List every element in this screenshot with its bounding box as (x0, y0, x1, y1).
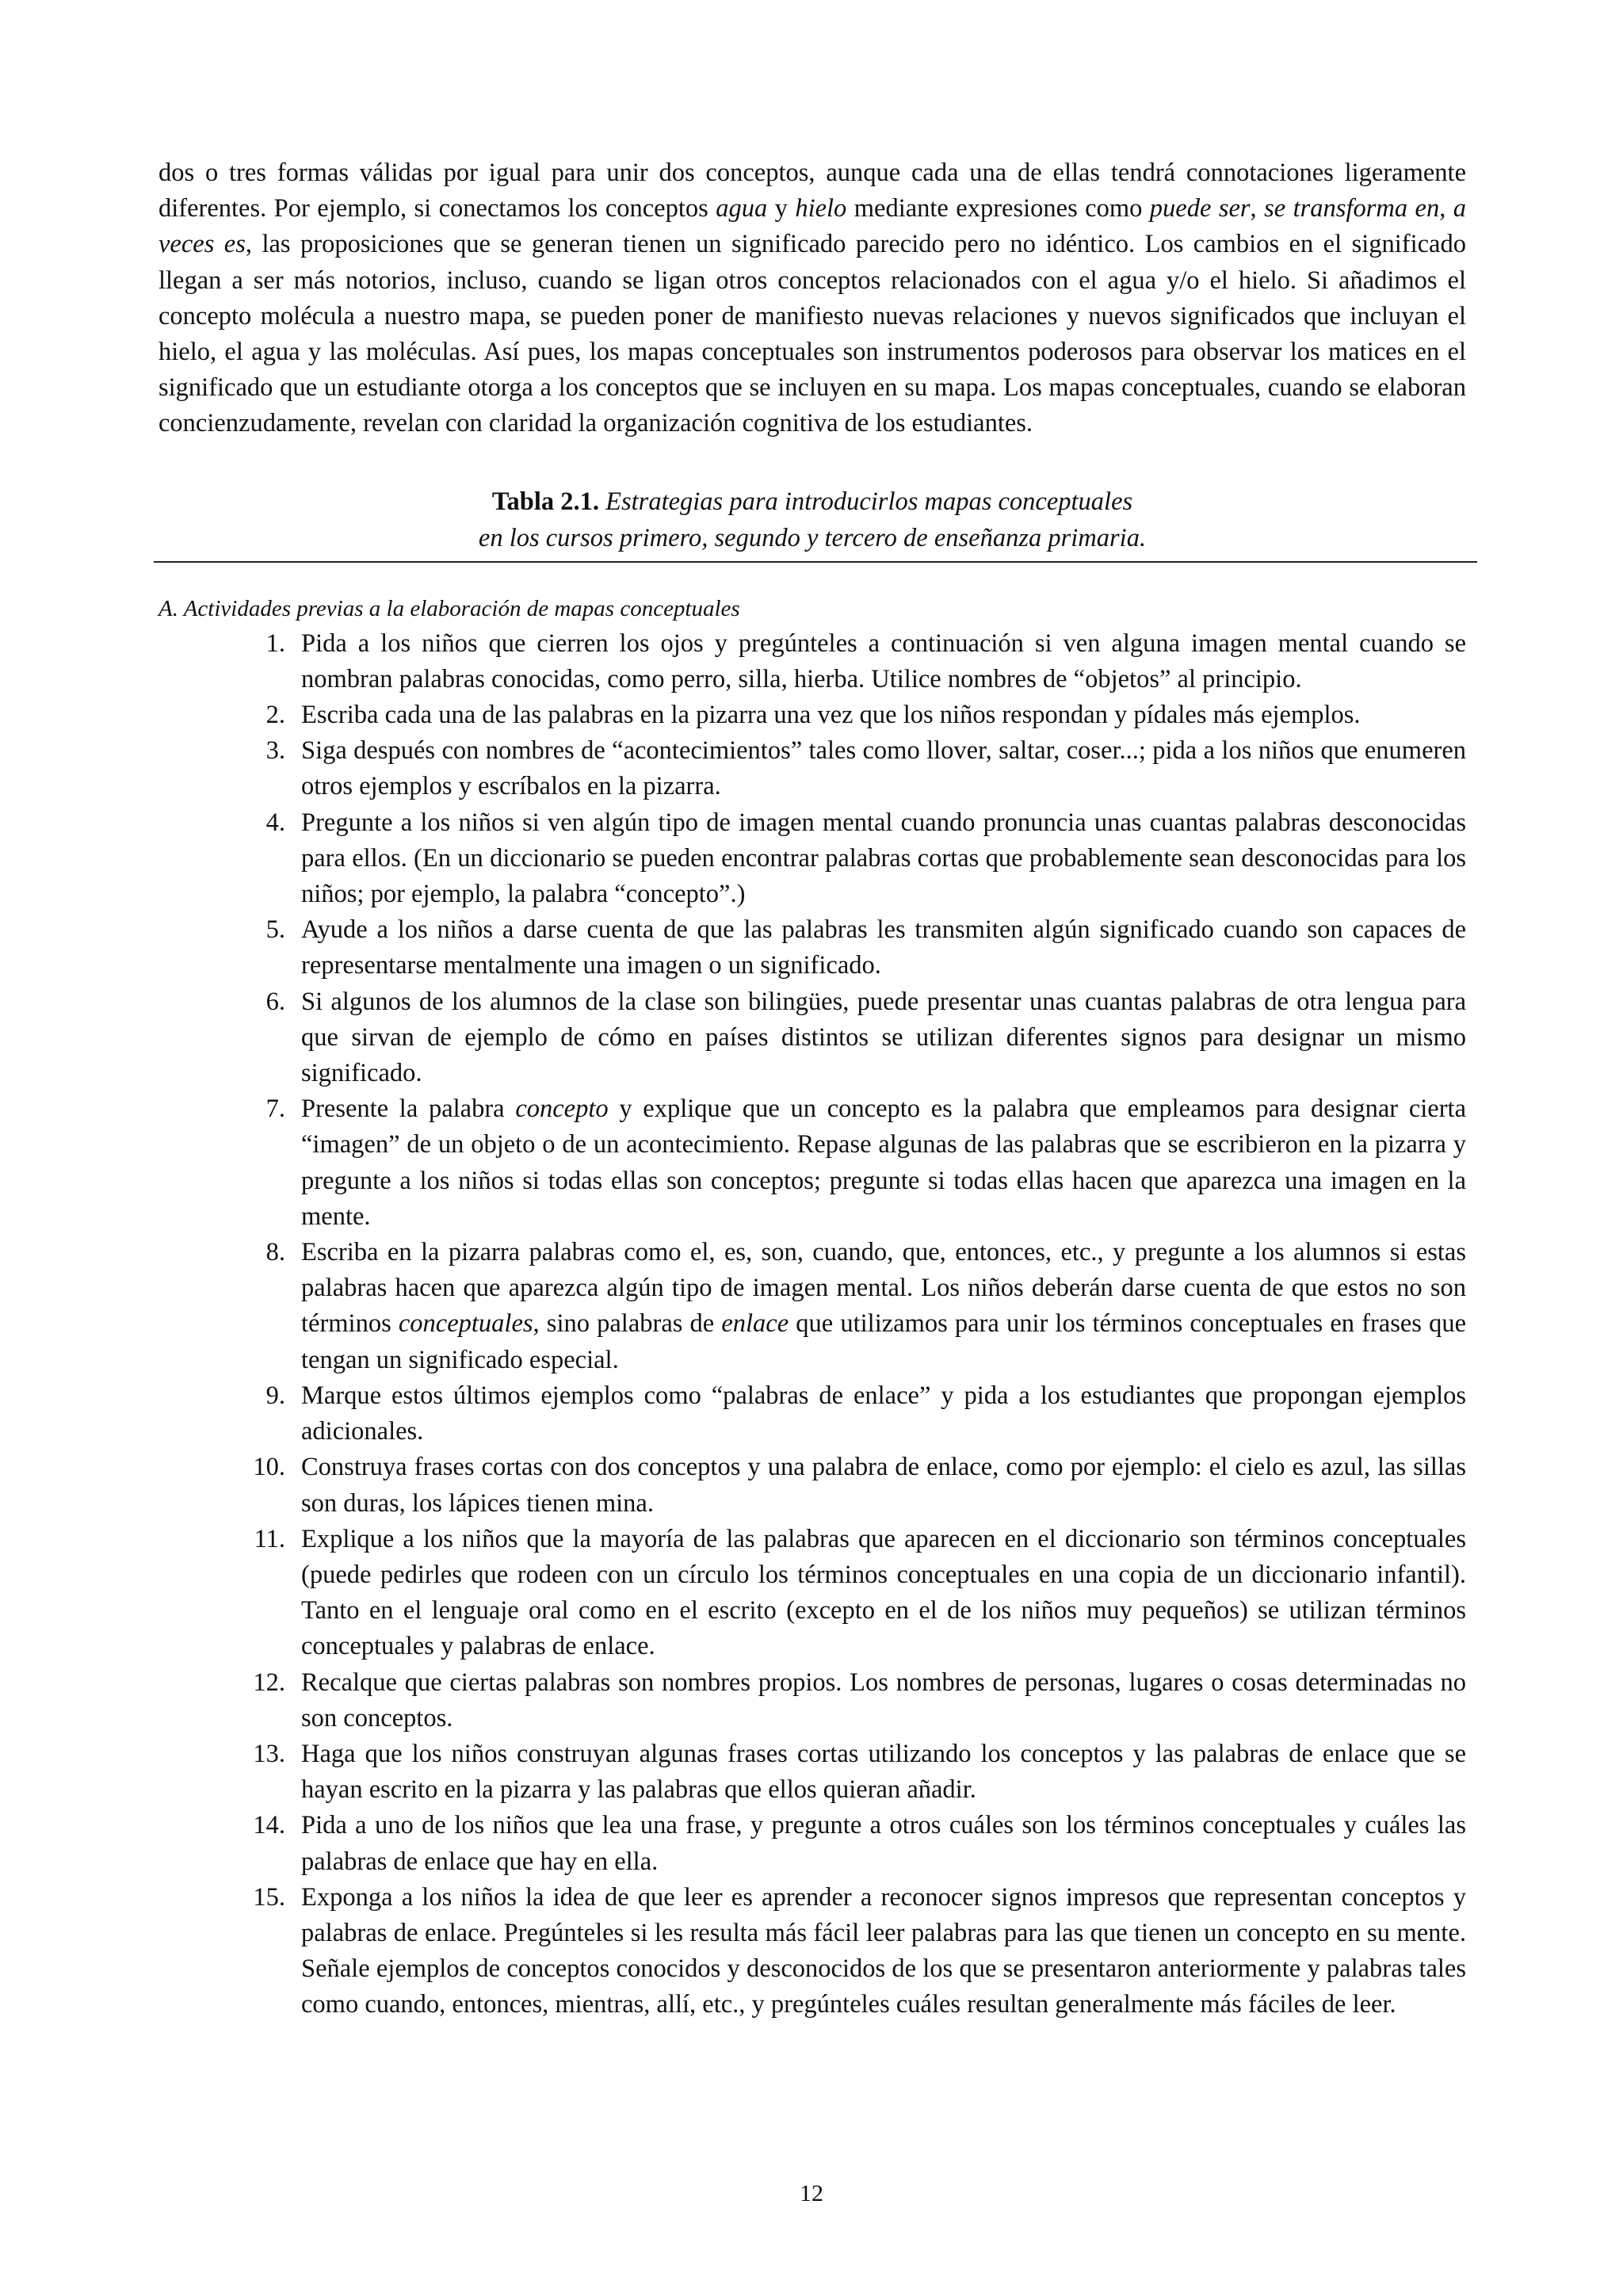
table-title (158, 483, 1466, 556)
item-text: Marque estos últimos ejemplos como “palabras de enlace” y pida a los estudiantes que propongan ejemplos adicionales. (301, 1381, 1466, 1446)
paragraph-italic: puede ser (1149, 194, 1251, 223)
table-title-line-1 (158, 483, 1466, 520)
paragraph-italic: a veces es (158, 194, 1467, 259)
item-text: Escriba cada una de las palabras en la pizarra una vez que los niños respondan y pídales más ejemplos. (301, 701, 1361, 730)
page-number: 12 (800, 2180, 823, 2206)
table-caption-2: en los cursos primero, segundo y tercero de enseñanza primaria. (478, 523, 1147, 552)
item-italic: enlace (721, 1309, 789, 1339)
list-item (158, 984, 1466, 1092)
item-italic: conceptuales (398, 1309, 533, 1339)
paragraph-text: mediante expresiones como (846, 194, 1150, 223)
list-item (158, 1522, 1466, 1665)
table-title-line-2 (158, 520, 1466, 556)
table-number: Tabla 2.1. (491, 487, 600, 516)
paragraph-text: , (1250, 194, 1265, 223)
list-item (158, 912, 1466, 984)
item-text: que utilizamos para unir los términos conceptuales en frases que tengan un significado especial. (301, 1309, 1466, 1374)
list-item (158, 1736, 1466, 1808)
list-item (158, 1450, 1466, 1521)
item-number: 2. (265, 701, 285, 730)
item-text: y explique que un concepto es la palabra que empleamos para designar cierta “imagen” de un objeto o de un acontecimiento. Repase algunas de las palabras que se escribieron en la pizarra y pregunte a los niños si todas ellas son conceptos; pregunte si todas ellas hacen que aparezca una imagen en la mente. (301, 1095, 1466, 1231)
page-content (158, 155, 1466, 2023)
list-item (158, 1880, 1466, 2023)
item-text: Haga que los niños construyan algunas frases cortas utilizando los conceptos y las palabras de enlace que se hayan escrito en la pizarra y las palabras que ellos quieran añadir. (301, 1739, 1466, 1805)
item-number: 13. (253, 1739, 285, 1768)
table-caption-1: Estrategias para introducirlos mapas conceptuales (599, 487, 1133, 516)
item-number: 8. (265, 1238, 285, 1267)
item-text: Si algunos de los alumnos de la clase son bilingües, puede presentar unas cuantas palabras de otra lengua para que sirvan de ejemplo de cómo en países distintos se utilizan diferentes signos para designar un mismo significado. (301, 987, 1466, 1088)
item-number: 5. (265, 915, 285, 945)
item-number: 12. (253, 1668, 285, 1697)
list-item (158, 805, 1466, 913)
item-number: 14. (253, 1811, 285, 1840)
item-text: Pregunte a los niños si ven algún tipo de imagen mental cuando pronuncia unas cuantas palabras desconocidas para ellos. (En un diccionario se pueden encontrar palabras cortas que probablemente sean desconocidas para los niños; por ejemplo, la palabra “concepto”.) (301, 808, 1466, 909)
table-divider (154, 561, 1477, 563)
paragraph-text: dos o tres formas válidas por igual para unir dos conceptos, aunque cada una de ellas tendrá connotaciones ligeramente diferentes. Por ejemplo, si conectamos los conceptos (158, 159, 1466, 223)
item-number: 6. (265, 987, 285, 1016)
list-item (158, 1665, 1466, 1736)
item-text: Pida a uno de los niños que lea una frase, y pregunte a otros cuáles son los términos conceptuales y cuáles las palabras de enlace que hay en ella. (301, 1811, 1466, 1876)
item-number: 9. (265, 1381, 285, 1410)
list-item (158, 1808, 1466, 1879)
list-item (158, 1091, 1466, 1235)
item-text: Siga después con nombres de “acontecimientos” tales como llover, saltar, coser...; pida a los niños que enumeren otros ejemplos y escríbalos en la pizarra. (301, 736, 1466, 801)
paragraph-italic: agua (716, 194, 768, 223)
paragraph-text: , las proposiciones que se generan tienen un significado parecido pero no idéntico. Los cambios en el significado llegan a ser más notorios, incluso, cuando se ligan otros conceptos relacionados con el agua y/o el hielo. Si añadimos el concepto molécula a nuestro mapa, se pueden poner de manifiesto nuevas relaciones y nuevos significados que incluyan el hielo, el agua y las moléculas. Así pues, los mapas conceptuales son instrumentos poderosos para observar los matices en el significado que un estudiante otorga a los conceptos que se incluyen en su mapa. Los mapas conceptuales, cuando se elaboran concienzudamente, revelan con claridad la organización cognitiva de los estudiantes. (158, 230, 1466, 438)
list-item (158, 1235, 1466, 1378)
item-number: 11. (254, 1524, 285, 1553)
item-number: 7. (265, 1095, 285, 1124)
item-text: Presente la palabra (301, 1095, 516, 1124)
item-number: 10. (253, 1453, 285, 1482)
item-number: 1. (265, 628, 285, 658)
item-text: Pida a los niños que cierren los ojos y pregúnteles a continuación si ven alguna imagen mental cuando se nombran palabras conocidas, como perro, silla, hierba. Utilice nombres de “objetos” al principio. (301, 628, 1466, 693)
item-text: Ayude a los niños a darse cuenta de que las palabras les transmiten algún significado cuando son capaces de representarse mentalmente una imagen o un significado. (301, 915, 1466, 980)
item-number: 3. (265, 736, 285, 766)
item-text: , sino palabras de (533, 1309, 722, 1339)
paragraph-text: , (1439, 194, 1453, 223)
list-item (158, 697, 1466, 733)
paragraph-italic: hielo (795, 194, 847, 223)
section-heading: A. Actividades previas a la elaboración de mapas conceptuales (158, 595, 740, 621)
item-number: 4. (265, 808, 285, 837)
list-item (158, 1378, 1466, 1450)
item-text: Exponga a los niños la idea de que leer es aprender a reconocer signos impresos que representan conceptos y palabras de enlace. Pregúnteles si les resulta más fácil leer palabras para las que tienen un concepto en su mente. Señale ejemplos de conceptos conocidos y desconocidos de los que se presentaron anteriormente y palabras tales como cuando, entonces, mientras, allí, etc., y pregúnteles cuáles resultan generalmente más fáciles de leer. (301, 1882, 1466, 2019)
item-text: Recalque que ciertas palabras son nombres propios. Los nombres de personas, lugares o cosas determinadas no son conceptos. (301, 1668, 1466, 1733)
item-text: Escriba en la pizarra palabras como el, es, son, cuando, que, entonces, etc., y pregunte a los alumnos si estas palabras hacen que aparezca algún tipo de imagen mental. Los niños deberán darse cuenta de que estos no son términos (301, 1238, 1466, 1339)
item-text: Construya frases cortas con dos conceptos y una palabra de enlace, como por ejemplo: el cielo es azul, las sillas son duras, los lápices tienen mina. (301, 1453, 1466, 1518)
item-text: Explique a los niños que la mayoría de las palabras que aparecen en el diccionario son términos conceptuales (puede pedirles que rodeen con un círculo los términos conceptuales en una copia de un diccionario infantil). Tanto en el lenguaje oral como en el escrito (excepto en el de los niños muy pequeños) se utilizan términos conceptuales y palabras de enlace. (301, 1524, 1466, 1661)
intro-paragraph (158, 155, 1466, 442)
paragraph-italic: se transforma en (1264, 194, 1440, 223)
item-italic: concepto (515, 1095, 609, 1124)
list-item (158, 733, 1466, 804)
item-number: 15. (253, 1882, 285, 1912)
paragraph-text: y (767, 194, 796, 223)
activity-list (158, 626, 1466, 2023)
list-item (158, 626, 1466, 697)
